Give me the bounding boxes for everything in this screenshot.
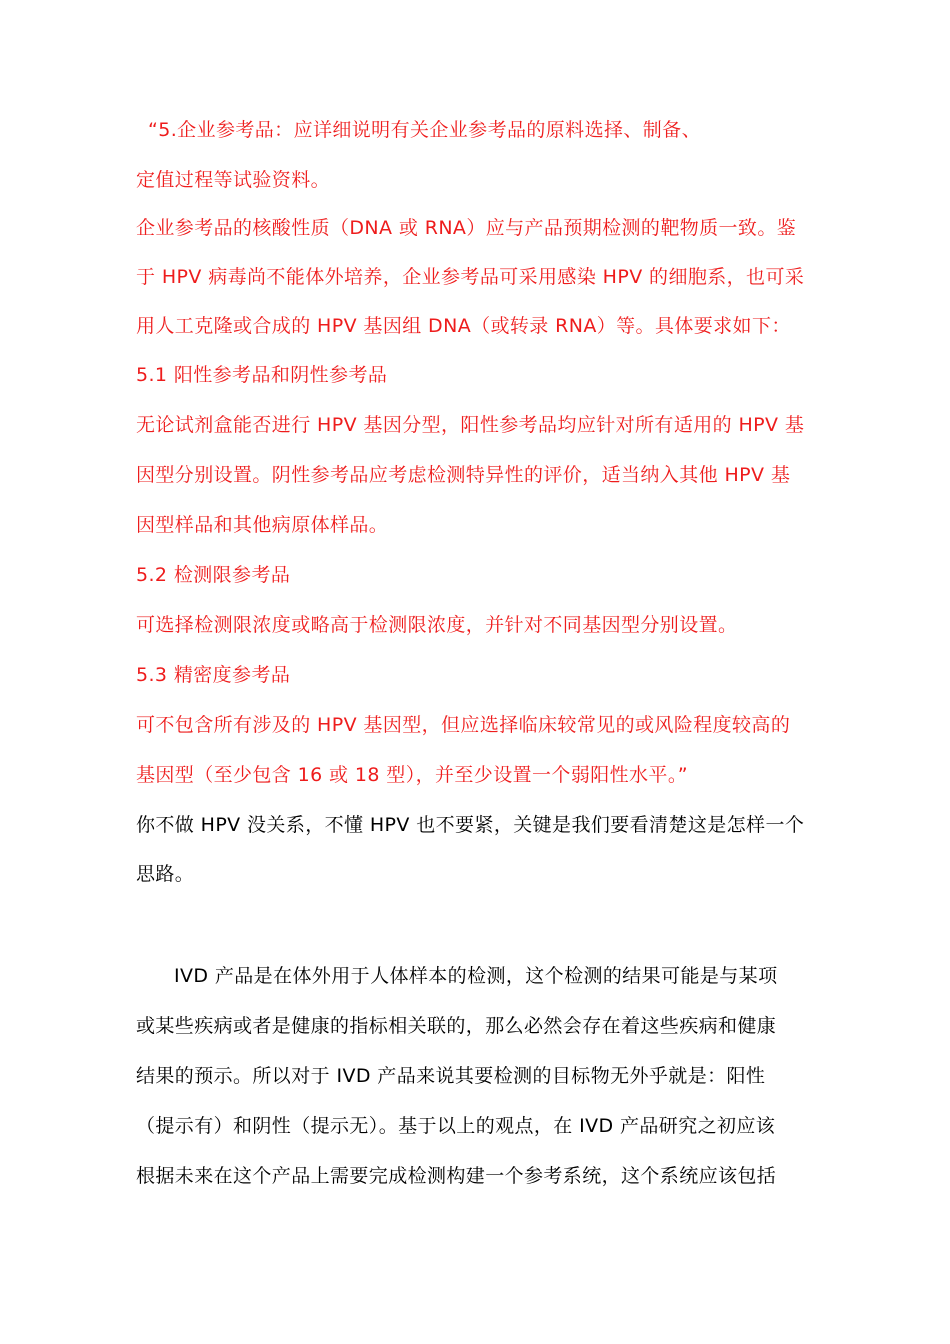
quote-line-8: 因型分别设置。阴性参考品应考虑检测特异性的评价，适当纳入其他 HPV 基 [136, 464, 791, 486]
body-line-2: 思路。 [136, 863, 195, 885]
quote-line-5: 用人工克隆或合成的 HPV 基因组 DNA（或转录 RNA）等。具体要求如下： [136, 315, 791, 337]
section-heading-5-3: 5.3 精密度参考品 [136, 664, 291, 686]
quote-line-7: 无论试剂盒能否进行 HPV 基因分型，阳性参考品均应针对所有适用的 HPV 基 [136, 414, 805, 436]
quote-line-3: 企业参考品的核酸性质（DNA 或 RNA）应与产品预期检测的靶物质一致。鉴 [136, 217, 797, 239]
quote-line-2: 定值过程等试验资料。 [136, 169, 331, 191]
paragraph-line-4: （提示有）和阴性（提示无）。基于以上的观点，在 IVD 产品研究之初应该 [136, 1115, 776, 1137]
quote-line-9: 因型样品和其他病原体样品。 [136, 514, 389, 536]
body-line-1: 你不做 HPV 没关系，不懂 HPV 也不要紧，关键是我们要看清楚这是怎样一个 [136, 814, 805, 836]
section-heading-5-2: 5.2 检测限参考品 [136, 564, 291, 586]
section-heading-5-1: 5.1 阳性参考品和阴性参考品 [136, 364, 388, 386]
quote-line-14: 基因型（至少包含 16 或 18 型），并至少设置一个弱阳性水平。” [136, 764, 688, 786]
quote-line-11: 可选择检测限浓度或略高于检测限浓度，并针对不同基因型分别设置。 [136, 614, 738, 636]
quote-line-4: 于 HPV 病毒尚不能体外培养，企业参考品可采用感染 HPV 的细胞系，也可采 [136, 266, 805, 288]
quote-line-1: “5.企业参考品：应详细说明有关企业参考品的原料选择、制备、 [148, 119, 701, 141]
paragraph-line-3: 结果的预示。所以对于 IVD 产品来说其要检测的目标物无外乎就是：阳性 [136, 1065, 766, 1087]
paragraph-line-2: 或某些疾病或者是健康的指标相关联的，那么必然会存在着这些疾病和健康 [136, 1015, 777, 1037]
quote-line-13: 可不包含所有涉及的 HPV 基因型，但应选择临床较常见的或风险程度较高的 [136, 714, 791, 736]
paragraph-line-5: 根据未来在这个产品上需要完成检测构建一个参考系统，这个系统应该包括 [136, 1165, 777, 1187]
paragraph-line-1: IVD 产品是在体外用于人体样本的检测，这个检测的结果可能是与某项 [174, 965, 778, 987]
